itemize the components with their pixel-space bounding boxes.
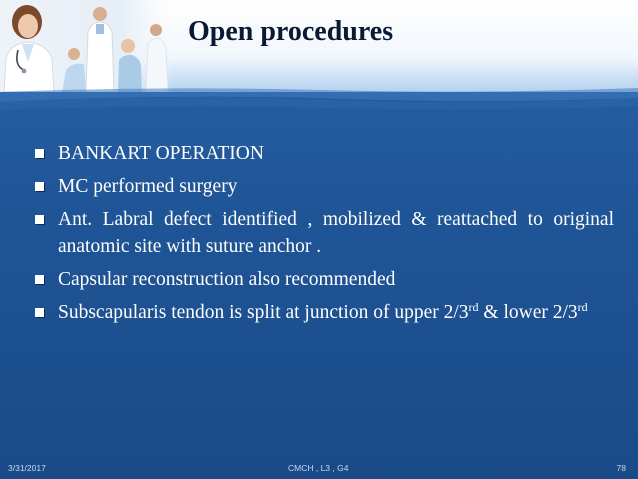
footer-text: CMCH , L3 , G4 [288, 463, 349, 473]
slide-title: Open procedures [188, 16, 394, 47]
bullet-item [34, 173, 614, 200]
square-bullet-icon [35, 149, 44, 158]
square-bullet-icon [35, 308, 44, 317]
square-bullet-icon [35, 275, 44, 284]
footer-date: 3/31/2017 [8, 463, 46, 473]
bullet-text: Capsular reconstruction also recommended [58, 269, 396, 290]
bullet-item [34, 266, 614, 293]
header-photo [0, 0, 175, 92]
square-bullet-icon [35, 182, 44, 191]
header-band [0, 0, 638, 92]
footer [0, 461, 638, 479]
header-wave-decoration [0, 86, 638, 120]
bullet-text-continued: & lower 2/3 [478, 302, 578, 323]
bullet-text: Subscapularis tendon is split at junction of upper 2/3 [58, 302, 469, 323]
bullet-list [34, 140, 614, 332]
bullet-text: MC performed surgery [58, 176, 238, 197]
doctors-photo-image [0, 0, 175, 92]
bullet-item [34, 299, 614, 326]
square-bullet-icon [35, 215, 44, 224]
superscript: rd [577, 300, 588, 314]
superscript: rd [468, 300, 479, 314]
slide-number: 78 [616, 463, 626, 473]
bullet-item [34, 140, 614, 167]
bullet-text: Ant. Labral defect identified , mobilized & reattached to original anatomic site with suture anchor . [58, 209, 614, 257]
bullet-item [34, 206, 614, 260]
bullet-text: BANKART OPERATION [58, 143, 264, 164]
